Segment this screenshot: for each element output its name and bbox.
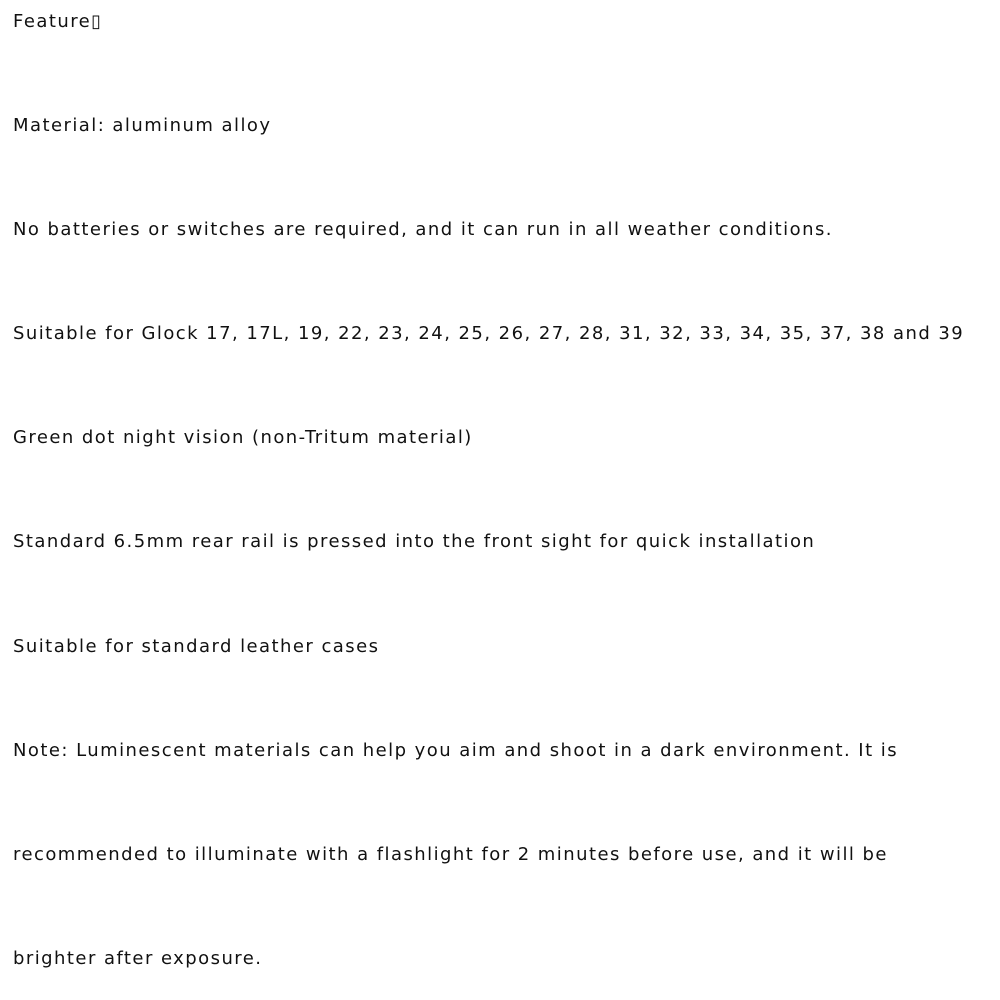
feature-line-night-vision: Green dot night vision (non-Tritum material) bbox=[13, 427, 473, 448]
feature-line-rear-rail: Standard 6.5mm rear rail is pressed into the front sight for quick installation bbox=[13, 531, 816, 552]
note-line-1: Note: Luminescent materials can help you aim and shoot in a dark environment. It is bbox=[13, 740, 899, 761]
note-line-2: recommended to illuminate with a flashlight for 2 minutes before use, and it will be bbox=[13, 844, 888, 865]
feature-line-leather-cases: Suitable for standard leather cases bbox=[13, 636, 380, 657]
feature-line-batteries: No batteries or switches are required, and it can run in all weather conditions. bbox=[13, 219, 833, 240]
feature-heading: Feature▯ bbox=[13, 11, 103, 32]
feature-line-material: Material: aluminum alloy bbox=[13, 115, 272, 136]
feature-line-compatibility: Suitable for Glock 17, 17L, 19, 22, 23, 24, 25, 26, 27, 28, 31, 32, 33, 34, 35, 37, 38 and 39 bbox=[13, 323, 965, 344]
note-line-3: brighter after exposure. bbox=[13, 948, 263, 969]
